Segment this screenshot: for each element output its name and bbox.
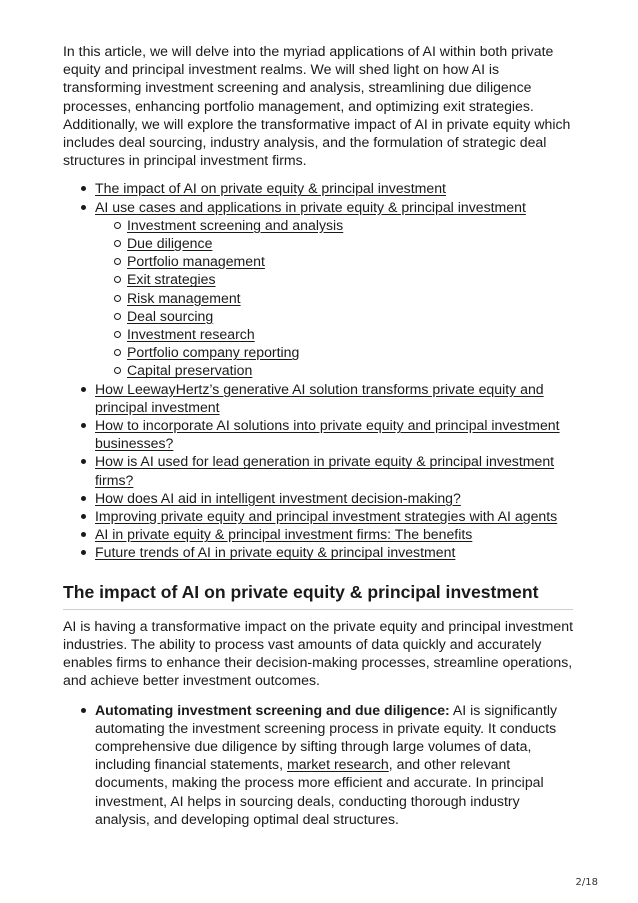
bullet-text-after: , and other relevant documents, making the process more efficient and accurate. In principal investment, AI helps in sourcing deals, conducting thorough industry analysis, and developing optimal deal structures.	[95, 756, 544, 827]
toc-link-incorporate[interactable]: How to incorporate AI solutions into private equity and principal investment businesses?	[95, 417, 560, 452]
article-content	[63, 42, 573, 828]
toc-link-company-reporting[interactable]: Portfolio company reporting	[127, 344, 300, 361]
toc-link-investment-research[interactable]: Investment research	[127, 326, 255, 343]
toc-link-use-cases[interactable]: AI use cases and applications in private equity & principal investment	[95, 198, 526, 215]
toc-link-portfolio-management[interactable]: Portfolio management	[127, 253, 265, 270]
toc-subitem	[127, 270, 573, 288]
toc-link-lead-generation[interactable]: How is AI used for lead generation in private equity & principal investment firms?	[95, 453, 555, 488]
toc-subitem	[127, 361, 573, 379]
page-number: 2/18	[575, 877, 598, 888]
bullet-bold-lead: Automating investment screening and due diligence:	[95, 701, 450, 718]
toc-subitem	[127, 234, 573, 252]
table-of-contents	[63, 179, 573, 561]
toc-item	[95, 543, 573, 561]
toc-subitem	[127, 216, 573, 234]
toc-sublist	[95, 216, 573, 380]
section-bullet-list	[63, 701, 573, 828]
toc-link-benefits[interactable]: AI in private equity & principal investment firms: The benefits	[95, 526, 473, 543]
market-research-link[interactable]: market research	[286, 756, 389, 773]
toc-link-decision-making[interactable]: How does AI aid in intelligent investment decision-making?	[95, 489, 461, 506]
toc-link-future-trends[interactable]: Future trends of AI in private equity & principal investment	[95, 544, 456, 561]
toc-subitem	[127, 307, 573, 325]
toc-item	[95, 489, 573, 507]
section-paragraph: AI is having a transformative impact on the private equity and principal investment industries. The ability to process vast amounts of data quickly and accurately enables firms to enhance their decision-making processes, streamline operations, and achieve better investment outcomes.	[63, 617, 573, 689]
toc-item	[95, 380, 573, 416]
toc-subitem	[127, 289, 573, 307]
toc-link-screening[interactable]: Investment screening and analysis	[127, 216, 344, 233]
toc-subitem	[127, 252, 573, 270]
toc-item	[95, 198, 573, 380]
toc-link-due-diligence[interactable]: Due diligence	[127, 235, 213, 252]
toc-link-ai-agents[interactable]: Improving private equity and principal investment strategies with AI agents	[95, 508, 558, 525]
intro-paragraph: In this article, we will delve into the myriad applications of AI within both private equity and principal investment realms. We will shed light on how AI is transforming investment screening and analysis, streamlining due diligence processes, enhancing portfolio management, and optimizing exit strategies. Additionally, we will explore the transformative impact of AI in private equity which includes deal sourcing, industry analysis, and the formulation of strategic deal structures in principal investment firms.	[63, 43, 571, 169]
toc-link-risk-management[interactable]: Risk management	[127, 289, 241, 306]
toc-link-impact[interactable]: The impact of AI on private equity & principal investment	[95, 180, 446, 197]
toc-subitem	[127, 343, 573, 361]
toc-item	[95, 416, 573, 452]
toc-item	[95, 507, 573, 525]
toc-link-deal-sourcing[interactable]: Deal sourcing	[127, 307, 214, 324]
list-item	[95, 701, 573, 828]
bullet-text-before: AI is significantly automating the investment screening process in private equity. It conducts comprehensive due diligence by sifting through large volumes of data, including financial statements,	[95, 701, 558, 773]
toc-item	[95, 179, 573, 197]
section-heading: The impact of AI on private equity & principal investment	[63, 581, 573, 610]
toc-subitem	[127, 325, 573, 343]
toc-link-capital-preservation[interactable]: Capital preservation	[127, 362, 253, 379]
toc-link-exit-strategies[interactable]: Exit strategies	[127, 271, 216, 288]
toc-item	[95, 525, 573, 543]
toc-link-leewayhertz[interactable]: How LeewayHertz’s generative AI solution transforms private equity and principal investment	[95, 380, 544, 415]
toc-item	[95, 452, 573, 488]
